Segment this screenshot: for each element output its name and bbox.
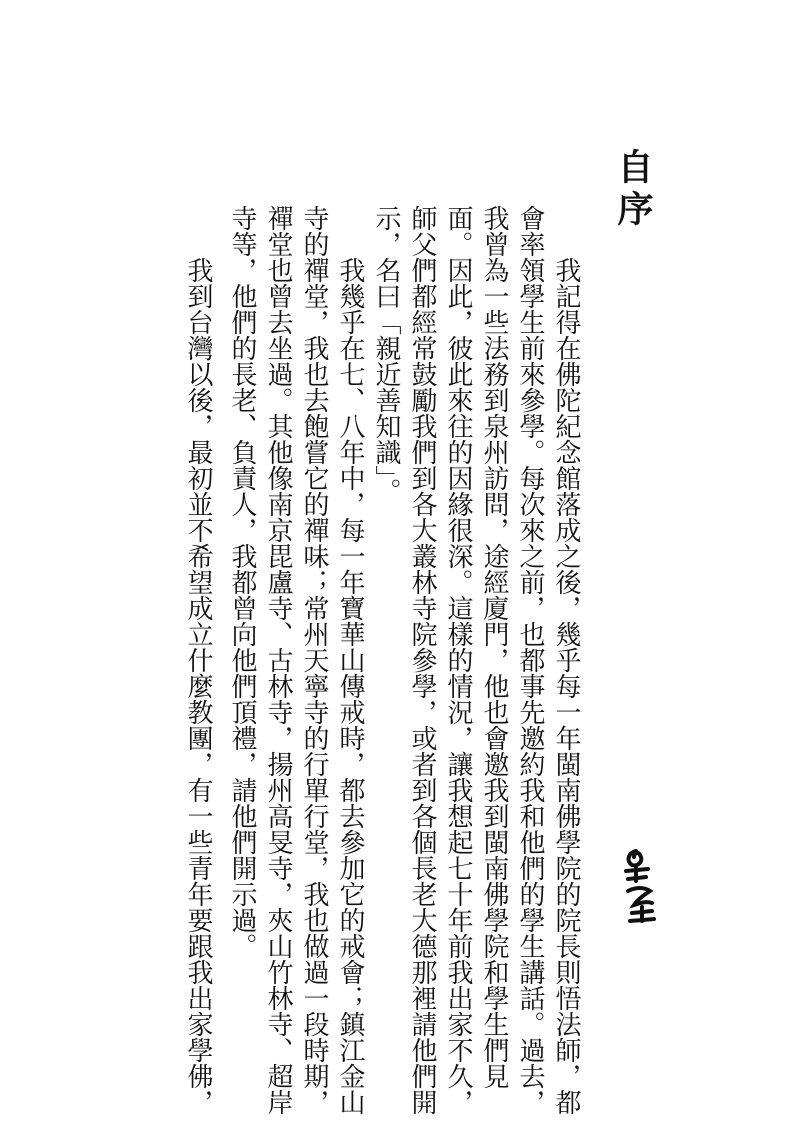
- text-column: 寺等，他們的長老、負責人，我都曾向他們頂禮，請他們開示過。: [227, 205, 257, 959]
- text-column: 我幾乎在七、八年中，每一年寶華山傳戒時，都去參加它的戒會；鎮江金山: [335, 205, 365, 1115]
- text-column: 我曾為一些法務到泉州訪問，途經廈門，他也會邀我到閩南佛學院和學生們見: [479, 205, 509, 1089]
- text-column: 禪堂也曾去坐過。其他像南京毘盧寺、古林寺，揚州高旻寺，夾山竹林寺、超岸: [263, 205, 293, 1115]
- text-column: 我記得在佛陀紀念館落成之後，幾乎每一年閩南佛學院的院長則悟法師，都: [551, 205, 581, 1115]
- text-column: 我到台灣以後，最初並不希望成立什麼教團，有一些青年要跟我出家學佛，: [183, 205, 213, 1115]
- text-column: 會率領學生前來參學。每次來之前，也都事先邀約我和他們的學生講話。過去，: [515, 205, 545, 1115]
- text-column: 寺的禪堂，我也去飽嘗它的禪味；常州天寧寺的行單行堂，我也做過一段時期，: [299, 205, 329, 1115]
- page-title: 自序: [612, 148, 654, 232]
- signature-mark: [618, 845, 668, 925]
- text-column: 示，名曰「親近善知識」。: [371, 205, 401, 504]
- text-column: 面。因此，彼此來往的因緣很深。這樣的情況，讓我想起七十年前我出家不久，: [443, 205, 473, 1115]
- text-column: 師父們都經常鼓勵我們到各大叢林寺院參學，或者到各個長老大德那裡請他們開: [407, 205, 437, 1115]
